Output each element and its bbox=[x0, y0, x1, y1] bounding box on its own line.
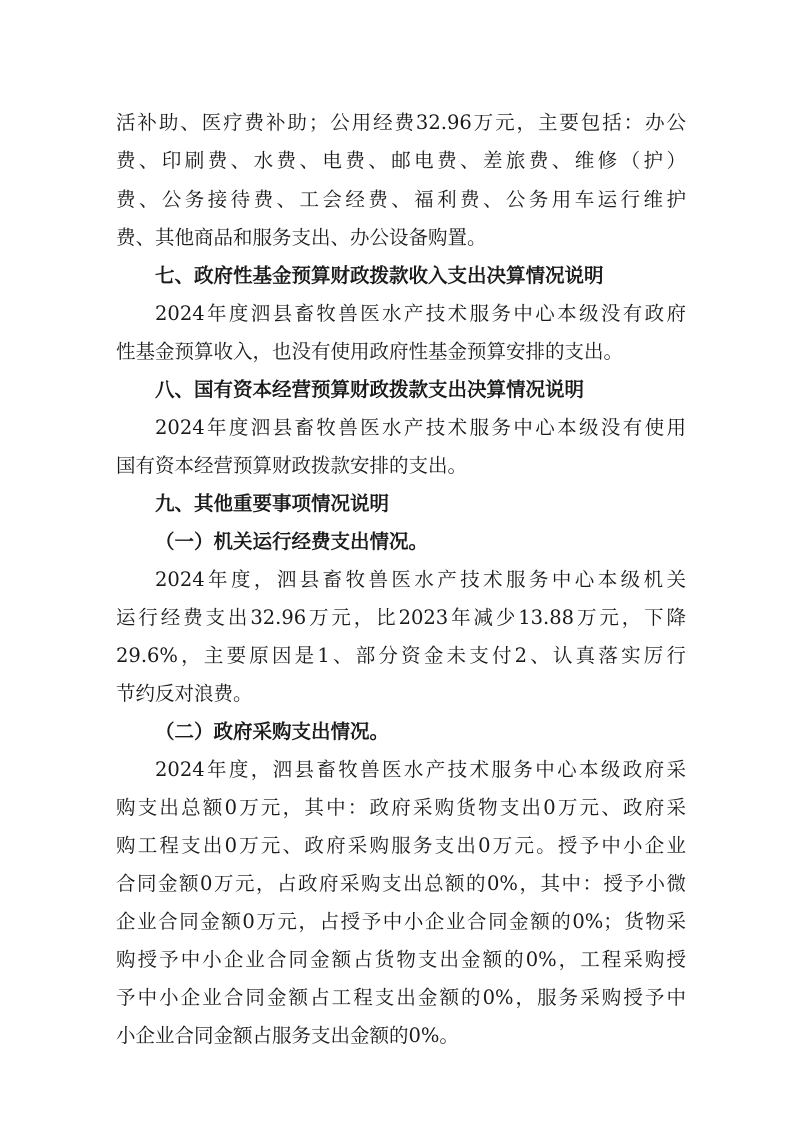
section-heading-9: 九、其他重要事项情况说明 bbox=[155, 492, 390, 515]
body-line: 企业合同金额0万元，占授予中小企业合同金额的0%；货物采 bbox=[116, 910, 686, 933]
section-heading-8: 八、国有资本经营预算财政拨款支出决算情况说明 bbox=[155, 378, 585, 401]
body-line: 费、其他商品和服务支出、办公设备购置。 bbox=[116, 226, 487, 249]
body-line: 国有资本经营预算财政拨款安排的支出。 bbox=[116, 454, 468, 477]
body-line: 费、印刷费、水费、电费、邮电费、差旅费、维修（护） bbox=[116, 149, 686, 172]
body-line: 性基金预算收入，也没有使用政府性基金预算安排的支出。 bbox=[116, 340, 624, 363]
body-line: 2024年度泗县畜牧兽医水产技术服务中心本级没有使用 bbox=[155, 416, 686, 439]
body-line: 2024年度泗县畜牧兽医水产技术服务中心本级没有政府 bbox=[155, 302, 686, 325]
body-line: 购支出总额0万元，其中：政府采购货物支出0万元、政府采 bbox=[116, 796, 686, 819]
subsection-heading-1: （一）机关运行经费支出情况。 bbox=[155, 530, 429, 553]
section-heading-7: 七、政府性基金预算财政拨款收入支出决算情况说明 bbox=[155, 264, 604, 287]
body-line: 节约反对浪费。 bbox=[116, 682, 253, 705]
body-line: 29.6%，主要原因是1、部分资金未支付2、认真落实厉行 bbox=[116, 644, 686, 667]
body-line: 2024年度，泗县畜牧兽医水产技术服务中心本级政府采 bbox=[155, 758, 686, 781]
body-line: 购授予中小企业合同金额占货物支出金额的0%，工程采购授 bbox=[116, 948, 686, 971]
subsection-heading-2: （二）政府采购支出情况。 bbox=[155, 720, 390, 743]
body-line: 予中小企业合同金额占工程支出金额的0%，服务采购授予中 bbox=[116, 986, 686, 1009]
body-line: 2024年度，泗县畜牧兽医水产技术服务中心本级机关 bbox=[155, 568, 686, 591]
body-line: 小企业合同金额占服务支出金额的0%。 bbox=[116, 1024, 459, 1047]
body-line: 购工程支出0万元、政府采购服务支出0万元。授予中小企业 bbox=[116, 834, 686, 857]
body-line: 活补助、医疗费补助；公用经费32.96万元，主要包括：办公 bbox=[116, 111, 686, 134]
body-line: 运行经费支出32.96万元，比2023年减少13.88万元，下降 bbox=[116, 606, 686, 629]
body-line: 合同金额0万元，占政府采购支出总额的0%，其中：授予小微 bbox=[116, 872, 686, 895]
body-line: 费、公务接待费、工会经费、福利费、公务用车运行维护 bbox=[116, 188, 686, 211]
